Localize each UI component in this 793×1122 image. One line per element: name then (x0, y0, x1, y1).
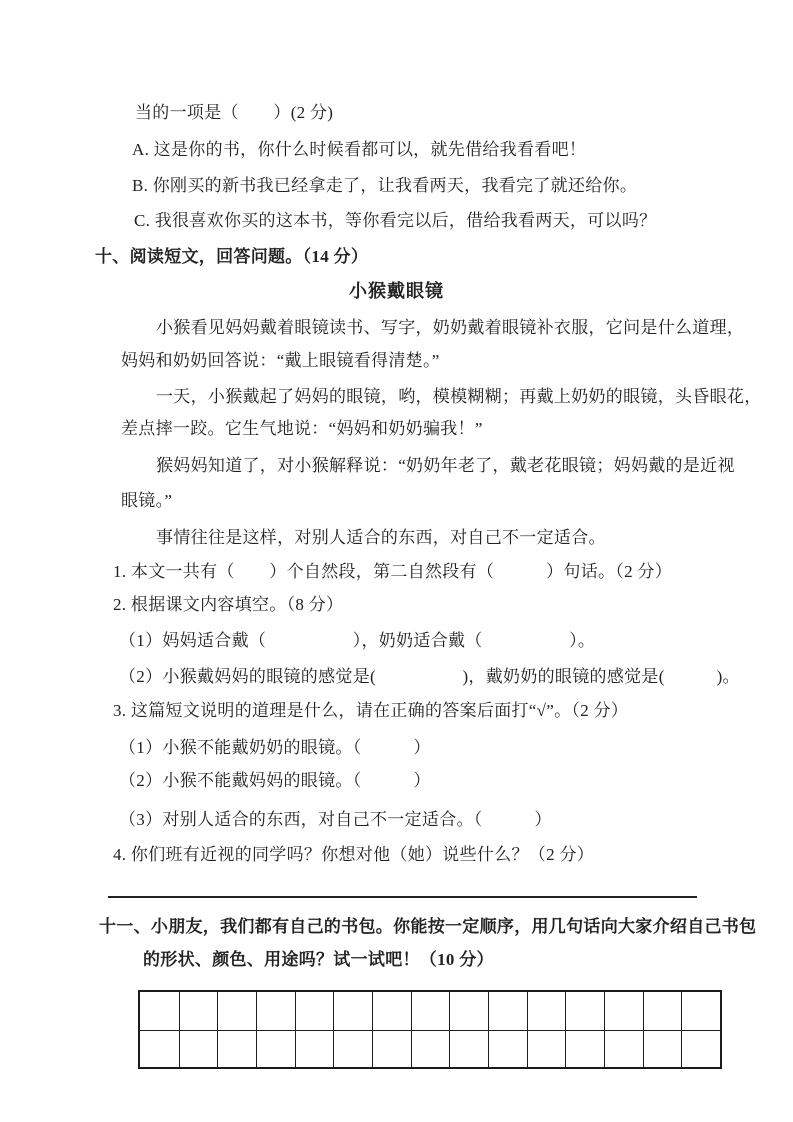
grid-cell (527, 1030, 566, 1068)
grid-cell (256, 1030, 295, 1068)
passage-line: 眼镜。” (121, 491, 173, 510)
grid-cell (604, 1030, 643, 1068)
grid-cell (411, 1030, 450, 1068)
grid-cell (256, 992, 295, 1030)
grid-cell (565, 992, 604, 1030)
question-line-2-sub1: （1）妈妈适合戴（ ），奶奶适合戴（ ）。 (119, 631, 596, 650)
grid-cell (179, 1030, 218, 1068)
section-divider-line (108, 896, 697, 898)
section-eleven-heading-line2: 的形状、颜色、用途吗？试一试吧！（10 分） (143, 950, 494, 969)
grid-cell (449, 1030, 488, 1068)
passage-title: 小猴戴眼镜 (349, 281, 444, 301)
question-line-2: 2. 根据课文内容填空。（8 分） (113, 595, 344, 614)
grid-cell (295, 1030, 334, 1068)
section-ten-heading: 十、阅读短文，回答问题。（14 分） (95, 247, 369, 266)
passage-line: 一天，小猴戴起了妈妈的眼镜，哟，模模糊糊；再戴上奶奶的眼镜，头昏眼花， (156, 387, 762, 406)
question-line-1: 1. 本文一共有（ ）个自然段，第二自然段有（ ）句话。（2 分） (113, 562, 673, 581)
grid-cell (643, 992, 682, 1030)
carryover-question-line: 当的一项是（ ）(2 分) (135, 103, 334, 122)
grid-cell (333, 1030, 372, 1068)
grid-cell (643, 1030, 682, 1068)
grid-cell (681, 992, 720, 1030)
choice-option-b: B. 你刚买的新书我已经拿走了，让我看两天，我看完了就还给你。 (132, 176, 638, 195)
grid-cell (604, 992, 643, 1030)
passage-line: 差点摔一跤。它生气地说：“妈妈和奶奶骗我！” (121, 419, 483, 438)
grid-cell (140, 992, 179, 1030)
question-line-2-sub2: （2）小猴戴妈妈的眼镜的感觉是( )，戴奶奶的眼镜的感觉是( )。 (119, 667, 740, 686)
grid-cell (565, 1030, 604, 1068)
choice-option-c: C. 我很喜欢你买的这本书，等你看完以后，借给我看两天，可以吗？ (134, 211, 657, 230)
question-line-3-sub1: （1）小猴不能戴奶奶的眼镜。（ ） (119, 738, 431, 757)
grid-cell (217, 1030, 256, 1068)
grid-cell (372, 1030, 411, 1068)
grid-cell (449, 992, 488, 1030)
question-line-3: 3. 这篇短文说明的道理是什么，请在正确的答案后面打“√”。（2 分） (113, 701, 629, 720)
grid-cell (488, 1030, 527, 1068)
writing-grid (138, 990, 722, 1069)
question-line-3-sub2: （2）小猴不能戴妈妈的眼镜。（ ） (119, 771, 431, 790)
grid-cell (217, 992, 256, 1030)
passage-line: 妈妈和奶奶回答说：“戴上眼镜看得清楚。” (121, 351, 440, 370)
grid-cell (140, 1030, 179, 1068)
passage-line: 猴妈妈知道了，对小猴解释说：“奶奶年老了，戴老花眼镜；妈妈戴的是近视 (156, 456, 735, 475)
question-line-3-sub3: （3）对别人适合的东西，对自己不一定适合。（ ） (119, 810, 552, 829)
grid-cell (179, 992, 218, 1030)
passage-line: 事情往往是这样，对别人适合的东西，对自己不一定适合。 (156, 528, 606, 547)
grid-cell (295, 992, 334, 1030)
question-line-4: 4. 你们班有近视的同学吗？你想对他（她）说些什么？（2 分） (113, 845, 595, 864)
section-eleven-heading-line1: 十一、小朋友，我们都有自己的书包。你能按一定顺序，用几句话向大家介绍自己书包 (99, 917, 757, 936)
choice-option-a: A. 这是你的书，你什么时候看都可以，就先借给我看看吧！ (132, 140, 587, 159)
grid-cell (488, 992, 527, 1030)
grid-cell (411, 992, 450, 1030)
grid-cell (681, 1030, 720, 1068)
grid-cell (372, 992, 411, 1030)
passage-line: 小猴看见妈妈戴着眼镜读书、写字，奶奶戴着眼镜补衣服，它问是什么道理， (156, 318, 745, 337)
grid-cell (527, 992, 566, 1030)
grid-cell (333, 992, 372, 1030)
